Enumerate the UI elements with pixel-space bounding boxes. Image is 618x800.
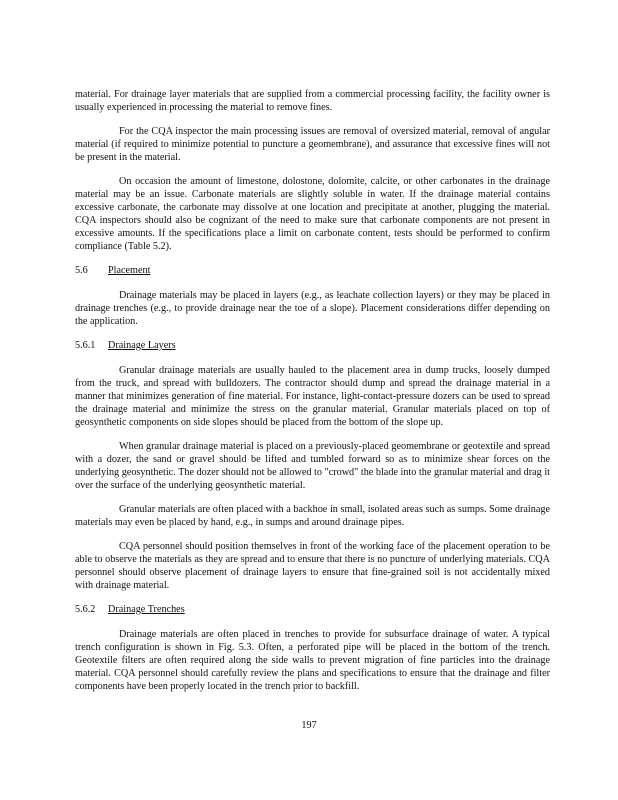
paragraph-cqa-personnel: CQA personnel should position themselves in front of the working face of the placement operation to be able to observe the materials as they are spread and to ensure that there is no puncture of underlying materials. CQA personnel should observe placement of drainage layers to ensure that fine-grained soil is not accidentally mixed with drainage material. [75,541,550,591]
paragraph-backhoe: Granular materials are often placed with a backhoe in small, isolated areas such as sumps. Some drainage materials may even be placed by hand, e.g., in sumps and around drainage pipes. [75,504,550,528]
paragraph-trenches: Drainage materials are often placed in trenches to provide for subsurface drainage of water. A typical trench configuration is shown in Fig. 5.3. Often, a perforated pipe will be placed in the bottom of the trench. Geotextile filters are often required along the side walls to prevent migration of fine particles into the drainage material. CQA personnel should carefully review the plans and specifications to ensure that the drainage and filter components have been properly located in the trench prior to backfill. [75,629,550,692]
section-heading-placement [75,264,550,277]
paragraph-dozer-spreading: When granular drainage material is placed on a previously-placed geomembrane or geotextile and spread with a dozer, the sand or gravel should be lifted and tumbled forward so as to minimize shear forces on the underlying geosynthetic. The dozer should not be allowed to "crowd" the blade into the granular material and drag it over the surface of the underlying geosynthetic material. [75,441,550,491]
paragraph-carryover: material. For drainage layer materials that are supplied from a commercial processing facility, the facility owner is usually experienced in processing the material to remove fines. [75,89,550,113]
section-title: Placement [108,265,151,276]
section-number: 5.6 [75,265,88,276]
document-body [75,88,550,704]
section-heading-drainage-trenches [75,603,550,616]
section-title: Drainage Layers [108,340,176,351]
paragraph-processing-issues: For the CQA inspector the main processing issues are removal of oversized material, removal of angular material (if required to minimize potential to puncture a geomembrane), and assurance that excessive fines will not be present in the material. [75,126,550,163]
paragraph-hauling: Granular drainage materials are usually hauled to the placement area in dump trucks, loosely dumped from the truck, and spread with bulldozers. The contractor should dump and spread the drainage material in a manner that minimizes generation of fine material. For instance, light-contact-pressure dozers can be used to spread the drainage material and minimize the stress on the granular material. Granular materials placed on top of geosynthetic components on side slopes should be placed from the bottom of the slope up. [75,365,550,428]
section-number: 5.6.2 [75,604,96,615]
page-number: 197 [301,720,317,731]
paragraph-placement-intro: Drainage materials may be placed in layers (e.g., as leachate collection layers) or they may be placed in drainage trenches (e.g., to provide drainage near the toe of a slope). Placement considerations differ depending on the application. [75,290,550,327]
section-title: Drainage Trenches [108,604,185,615]
section-heading-drainage-layers [75,339,550,352]
paragraph-carbonates: On occasion the amount of limestone, dolostone, dolomite, calcite, or other carbonates in the drainage material may be an issue. Carbonate materials are slightly soluble in water. If the drainage material contains excessive carbonate, the carbonate may dissolve at one location and precipitate at another, plugging the material. CQA inspectors should also be cognizant of the need to make sure that carbonate components are not present in excessive amounts. If the specifications place a limit on carbonate content, tests should be performed to confirm compliance (Table 5.2). [75,176,550,252]
section-number: 5.6.1 [75,340,96,351]
